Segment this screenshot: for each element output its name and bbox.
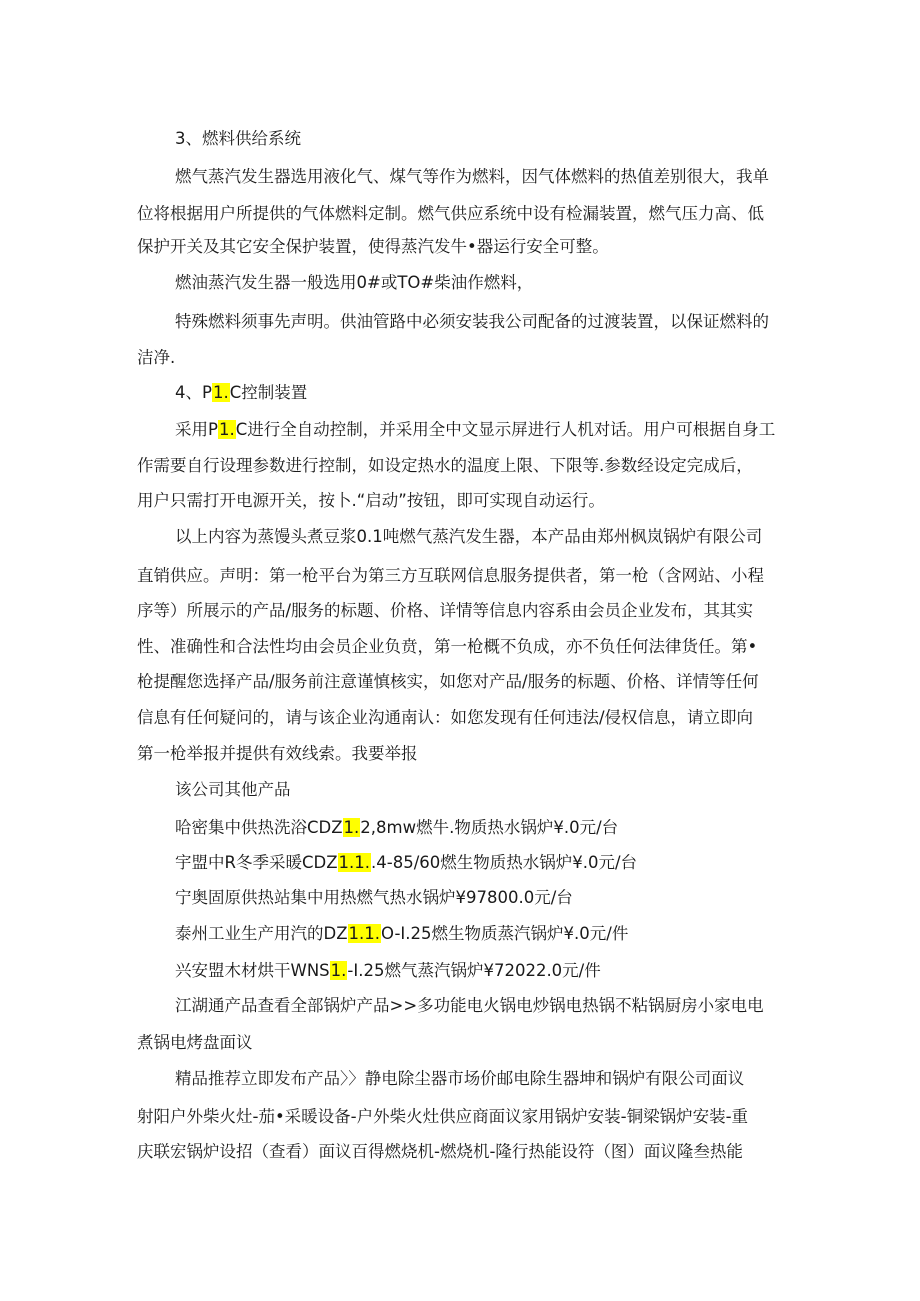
text-run: 哈密集中供热洗浴CDZ <box>175 818 343 837</box>
paragraph-line: 第一枪举报并提供有效线索。我要举报 <box>137 744 418 763</box>
paragraph-line: 作需要自行设理参数进行控制，如设定热水的温度上限、下限等.参数经设定完成后， <box>137 456 753 475</box>
paragraph-line: 精品推荐立即发布产品〉〉静电除尘器市场价邮电除生器坤和锅炉有限公司面议 <box>175 1069 745 1088</box>
paragraph-line: 以上内容为蒸馒头煮豆浆0.1吨燃气蒸汽发生器，本产品由郑州枫岚锅炉有限公司 <box>175 527 763 546</box>
paragraph-line: 性、准确性和合法性均由会员企业负贲，第一枪概不负成，亦不负任何法律货任。第• <box>137 637 758 656</box>
paragraph-line: 燃气蒸汽发生器选用液化气、煤气等作为燃料，因气体燃料的热值差别很大，我单 <box>175 167 769 186</box>
paragraph-line <box>175 420 775 440</box>
text-run: 兴安盟木材烘干WNS <box>175 961 330 980</box>
highlighted-text: 1. <box>343 818 360 837</box>
highlighted-text: 1.1. <box>348 924 381 943</box>
product-line <box>175 961 601 981</box>
text-run: 宇盟中R冬季采暖CDZ <box>175 853 338 872</box>
highlighted-text: 1. <box>212 383 229 402</box>
highlighted-text: 1.1. <box>338 853 370 872</box>
paragraph-line: 燃油蒸汽发生器一般选用0#或TO#柴油作燃料， <box>175 273 534 292</box>
highlighted-text: 1. <box>218 420 235 439</box>
text-run: C进行全自动控制，并采用全中文显示屏进行人机对话。用户可根据自身工 <box>235 420 776 439</box>
product-line <box>175 853 637 873</box>
text-run: 2,8mw燃牛.物质热水锅炉¥.0元/台 <box>360 818 619 837</box>
product-line: 宁奥固原供热站集中用热燃气热水锅炉¥97800.0元/台 <box>175 888 573 907</box>
highlighted-text: 1. <box>330 961 347 980</box>
product-line <box>175 818 618 838</box>
heading-text: 4、P <box>175 383 212 402</box>
paragraph-line: 特殊燃料须事先声明。供油管路中必须安装我公司配备的过渡装置，以保证燃料的 <box>175 312 769 331</box>
paragraph-line: 煮锅电烤盘面议 <box>137 1033 253 1052</box>
text-run: .4-85/60燃生物质热水锅炉¥.0元/台 <box>371 853 638 872</box>
other-products-title: 该公司其他产品 <box>175 780 291 799</box>
paragraph-line: 保护开关及其它安全保护装置，使得蒸汽发牛•器运行安全可整。 <box>137 237 609 256</box>
section-heading-plc <box>175 383 307 403</box>
text-run: -I.25燃气蒸汽锅炉¥72022.0元/件 <box>347 961 601 980</box>
paragraph-line: 直销供应。声明：第一枪平台为第三方互联网信息服务提供者，第一枪（含网站、小程 <box>137 566 764 585</box>
section-heading-fuel: 3、燃料供给系统 <box>175 129 301 148</box>
text-run: 采用P <box>175 420 218 439</box>
paragraph-line: 序等）所展示的产品/服务的标题、价格、详情等信息内容系由会员企业发布，其其实 <box>137 601 754 620</box>
paragraph-line: 洁净. <box>137 348 176 367</box>
paragraph-line: 用户只需打开电源开关，按卜.“启动”按钮，即可实现自动运行。 <box>137 491 605 510</box>
paragraph-line: 位将根据用户所提供的气体燃料定制。燃气供应系统中设有检漏装置，燃气压力高、低 <box>137 204 764 223</box>
paragraph-line: 信息有任何疑问的，请与该企业沟通南认：如您发现有任何违法/侵权信息，请立即向 <box>137 708 754 727</box>
text-run: O-I.25燃生物质蒸汽锅炉¥.0元/件 <box>381 924 629 943</box>
paragraph-line: 江湖通产品查看全部锅炉产品>>多功能电火锅电炒锅电热锅不粘锅厨房小家电电 <box>175 996 764 1015</box>
product-line <box>175 924 628 944</box>
heading-text: C控制装置 <box>229 383 308 402</box>
paragraph-line: 枪提醒您选择产品/服务前注意谨慎核实，如您对产品/服务的标题、价格、详情等任何 <box>137 672 759 691</box>
paragraph-line: 庆联宏锅炉设招（查看）面议百得燃烧机-燃烧机-隆行热能设符（图）面议隆叁热能 <box>137 1142 743 1161</box>
paragraph-line: 射阳户外柴火灶-茄•采暖设备-户外柴火灶供应商面议家用锅炉安装-铜梁锅炉安装-重 <box>137 1107 749 1126</box>
text-run: 泰州工业生产用汽的DZ <box>175 924 348 943</box>
